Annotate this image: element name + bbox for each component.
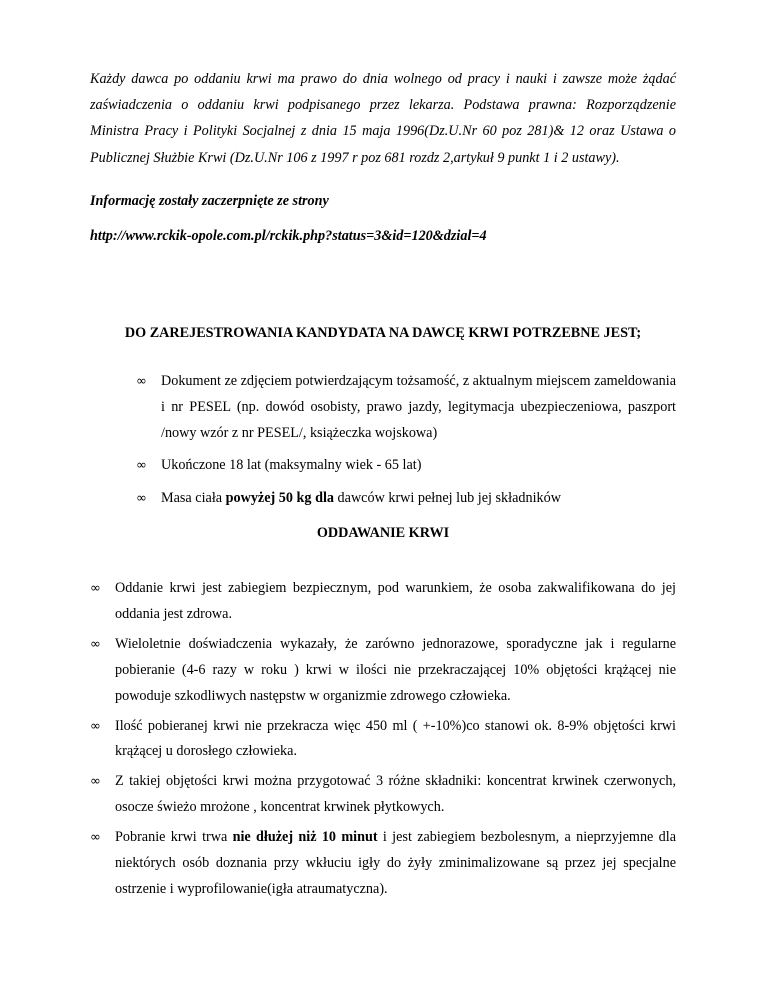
list-item-text: Ilość pobieranej krwi nie przekracza więc 450 ml ( +-10%)co stanowi ok. 8-9% objętości krwi krążącej u dorosłego człowieka.: [115, 717, 676, 760]
list-item-text-bold: powyżej 50 kg dla: [225, 490, 334, 507]
list-item: [90, 632, 676, 710]
document-page: [90, 66, 676, 897]
donation-list: [90, 576, 676, 907]
registration-list: [136, 369, 676, 519]
donation-heading: ODDAWANIE KRWI: [316, 525, 450, 541]
bullet-infinity-icon: ∞: [90, 774, 101, 790]
list-item: [136, 453, 676, 479]
list-item-text-pre: Pobranie krwi trwa: [115, 829, 233, 846]
bullet-infinity-icon: ∞: [90, 636, 101, 652]
list-item-text-post: dawców krwi pełnej lub jej składników: [334, 490, 561, 507]
registration-heading: DO ZAREJESTROWANIA KANDYDATA NA DAWCĘ KRWI POTRZEBNE JEST;: [124, 325, 642, 341]
bullet-infinity-icon: ∞: [136, 491, 147, 507]
bullet-infinity-icon: ∞: [90, 581, 101, 596]
bullet-infinity-icon: ∞: [90, 718, 101, 734]
bullet-infinity-icon: ∞: [136, 374, 147, 389]
list-item: [136, 486, 676, 512]
list-item: [90, 825, 676, 903]
list-item: [136, 369, 676, 446]
list-item-text: Wieloletnie doświadczenia wykazały, że zarówno jednorazowe, sporadyczne jak i regularne pobieranie (4-6 razy w roku ) krwi w ilości nie przekraczającej 10% objętości krążącej nie powoduje szkodliwych następstw w organizmie zdrowego człowieka.: [115, 635, 676, 704]
bullet-infinity-icon: ∞: [136, 458, 147, 474]
list-item: [90, 576, 676, 628]
list-item-text-pre: Masa ciała: [161, 490, 226, 507]
list-item-text: Oddanie krwi jest zabiegiem bezpiecznym, pod warunkiem, że osoba zakwalifikowana do jej oddania jest zdrowa.: [115, 580, 676, 622]
list-item: [90, 769, 676, 821]
list-item-text-bold: nie dłużej niż 10 minut: [232, 829, 378, 846]
source-label: Informację zostały zaczerpnięte ze strony: [90, 192, 329, 209]
source-url: http://www.rckik-opole.com.pl/rckik.php?status=3&id=120&dzial=4: [90, 227, 487, 244]
intro-paragraph: Każdy dawca po oddaniu krwi ma prawo do dnia wolnego od pracy i nauki i zawsze może żądać zaświadczenia o oddaniu krwi podpisanego przez lekarza. Podstawa prawna: Rozporządzenie Ministra Pracy i Polityki Socjalnej z dnia 15 maja 1996(Dz.U.Nr 60 poz 281)& 12 oraz Ustawa o Publicznej Służbie Krwi (Dz.U.Nr 106 z 1997 r poz 681 rozdz 2,artykuł 9 punkt 1 i 2 ustawy).: [90, 71, 676, 166]
list-item-text: Dokument ze zdjęciem potwierdzającym tożsamość, z aktualnym miejscem zameldowania i nr PESEL (np. dowód osobisty, prawo jazdy, legitymacja ubezpieczeniowa, paszport /nowy wzór z nr PESEL/, książeczka wojskowa): [161, 373, 676, 441]
list-item-text: Ukończone 18 lat (maksymalny wiek - 65 lat): [161, 457, 422, 474]
bullet-infinity-icon: ∞: [90, 830, 101, 846]
list-item: [90, 714, 676, 766]
list-item-text-post: i jest zabiegiem bezbolesnym, a nieprzyjemne dla niektórych osób doznania przy wkłuciu igły do żyły zminimalizowane są przez jej specjalne ostrzenie i wyprofilowanie(igła atraumatyczna).: [115, 829, 676, 897]
list-item-text: Z takiej objętości krwi można przygotować 3 różne składniki: koncentrat krwinek czerwonych, osocze świeżo mrożone , koncentrat krwinek płytkowych.: [115, 773, 676, 816]
